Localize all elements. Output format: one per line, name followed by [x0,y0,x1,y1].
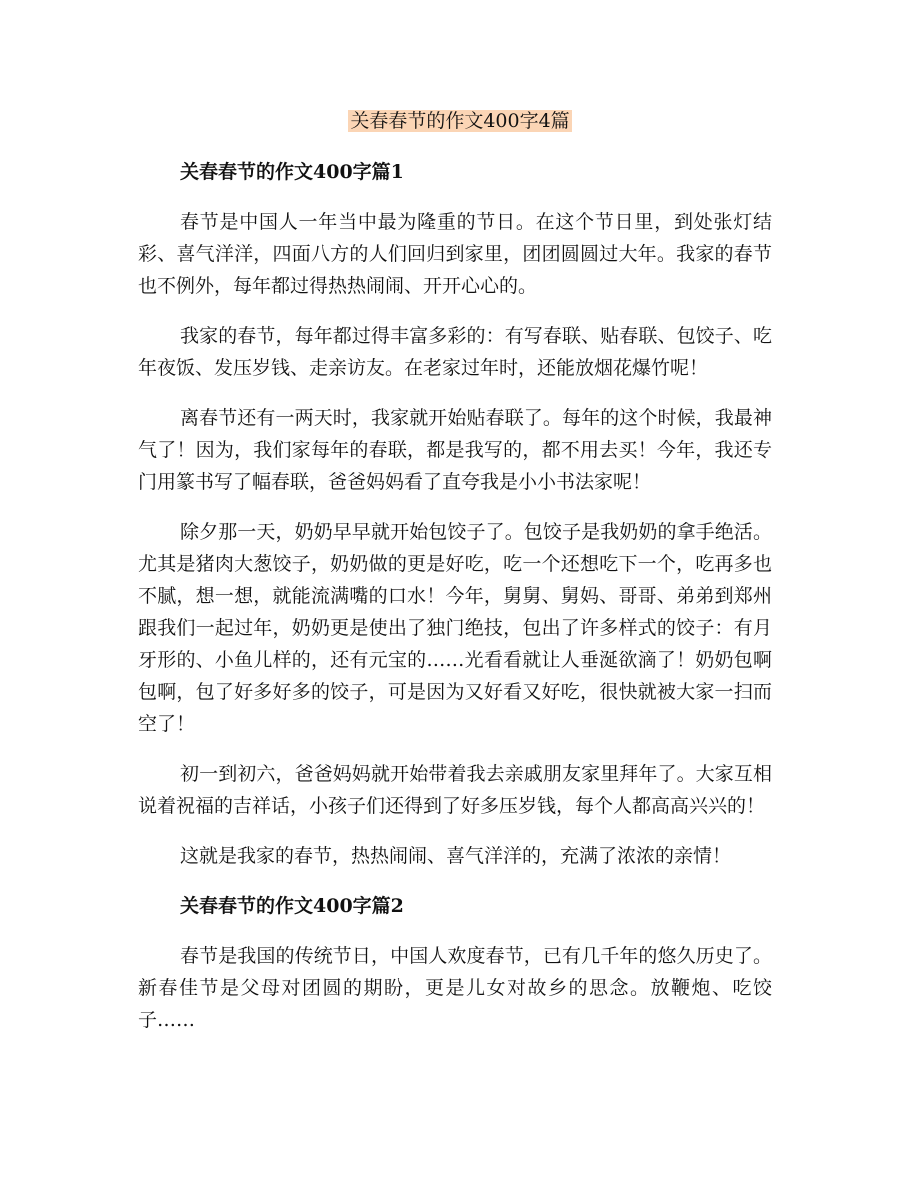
paragraph: 春节是中国人一年当中最为隆重的节日。在这个节日里，到处张灯结彩、喜气洋洋，四面八方的人们回归到家里，团团圆圆过大年。我家的春节也不例外，每年都过得热热闹闹、开开心心的。 [138,211,772,297]
paragraph: 这就是我家的春节，热热闹闹、喜气洋洋的，充满了浓浓的亲情！ [180,845,732,867]
section-heading-2: 关春春节的作文400字篇2 [180,895,404,917]
document-body [138,156,772,1054]
section-heading-1: 关春春节的作文400字篇1 [180,161,404,183]
paragraph: 除夕那一天，奶奶早早就开始包饺子了。包饺子是我奶奶的拿手绝活。尤其是猪肉大葱饺子，奶奶做的更是好吃，吃一个还想吃下一个，吃再多也不腻，想一想，就能流满嘴的口水！今年，舅舅、舅妈、哥哥、弟弟到郑州跟我们一起过年，奶奶更是使出了独门绝技，包出了许多样式的饺子：有月牙形的、小鱼儿样的，还有元宝的……光看看就让人垂涎欲滴了！奶奶包啊包啊，包了好多好多的饺子，可是因为又好看又好吃，很快就被大家一扫而空了！ [138,521,772,735]
paragraph: 春节是我国的传统节日，中国人欢度春节，已有几千年的悠久历史了。新春佳节是父母对团圆的期盼，更是儿女对故乡的思念。放鞭炮、吃饺子…… [138,945,772,1031]
paragraph: 我家的春节，每年都过得丰富多彩的：有写春联、贴春联、包饺子、吃年夜饭、发压岁钱、走亲访友。在老家过年时，还能放烟花爆竹呢！ [138,325,772,379]
paragraph: 离春节还有一两天时，我家就开始贴春联了。每年的这个时候，我最神气了！因为，我们家每年的春联，都是我写的，都不用去买！今年，我还专门用篆书写了幅春联，爸爸妈妈看了直夸我是小小书法家呢！ [138,407,772,493]
document-title [0,107,920,135]
paragraph: 初一到初六，爸爸妈妈就开始带着我去亲戚朋友家里拜年了。大家互相说着祝福的吉祥话，小孩子们还得到了好多压岁钱，每个人都高高兴兴的！ [138,763,772,817]
document-title-text: 关春春节的作文400字4篇 [350,110,570,132]
